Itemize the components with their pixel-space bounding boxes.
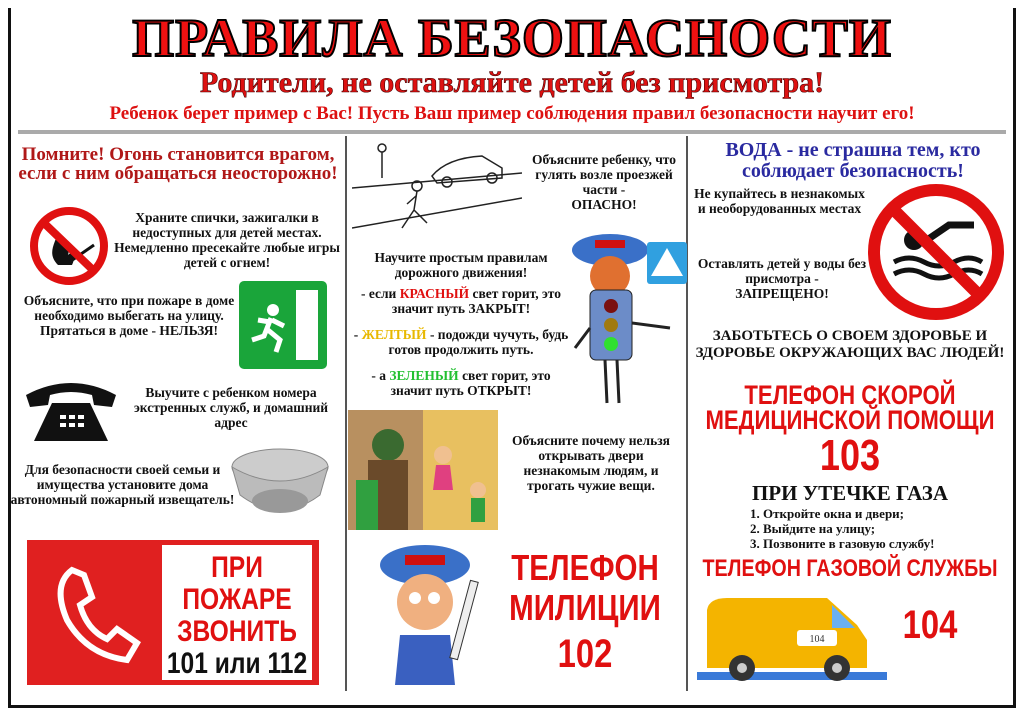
phone-text: Выучите с ребенком номера экстренных служб, и домашний адрес [133,385,329,430]
fire-heading: Помните! Огонь становится врагом, если с ним обращаться неосторожно! [18,144,338,184]
rule-red [350,286,572,316]
gas-van-illustration [697,590,887,686]
gas-step: 2. Выйдите на улицу; [750,521,876,536]
smoke-detector-icon [230,445,330,523]
gas-service-label: ТЕЛЕФОН ГАЗОВОЙ СЛУЖБЫ [702,555,998,582]
health-text: ЗАБОТЬТЕСЬ О СВОЕМ ЗДОРОВЬЕ И ЗДОРОВЬЕ ОКРУЖАЮЩИХ ВАС ЛЮДЕЙ! [695,328,1005,361]
ambulance-number: 103 [819,431,881,480]
rule-green [350,368,572,398]
matches-text: Храните спички, зажигалки в недоступных для детей местах. Немедленно пресекайте любые игры детей с огнем! [114,210,340,270]
no-swimming-icon [864,180,1008,324]
fire-call-line: ПОЖАРЕ [182,583,292,616]
telephone-icon [22,375,120,445]
strangers-text: Объясните почему нельзя открывать двери незнакомым людям, и трогать чужие вещи. [512,433,670,493]
green-word: ЗЕЛЕНЫЙ [389,368,459,383]
red-word: КРАСНЫЙ [399,286,470,301]
rule-text: свет горит, это значит путь ЗАКРЫТ! [391,286,562,316]
rule-text: свет горит, это значит путь ОТКРЫТ! [390,368,551,398]
escape-text [20,293,238,338]
street-illustration [352,138,522,238]
gas-step: 3. Позвоните в газовую службу! [750,536,935,551]
fire-call-numbers: 101 или 112 [166,647,308,680]
rule-yellow [350,327,572,357]
police-phone-label: ТЕЛЕФОН МИЛИЦИИ [509,547,661,628]
detector-text: Для безопасности своей семьи и имущества установите дома автономный пожарный извещатель! [10,462,235,507]
water-heading: ВОДА - не страшна тем, кто соблюдает безопасность! [725,139,981,182]
rule-text: - если [360,286,400,301]
traffic-light-character [565,228,690,408]
rules-intro: Научите простым правилам дорожного движения! [374,250,548,280]
yellow-word: ЖЕЛТЫЙ [361,327,427,342]
escape-text-main: Объясните, что при пожаре в доме необходимо выбегать на улицу. [23,293,235,323]
van-number: 104 [809,634,825,645]
fire-call-line: ЗВОНИТЬ [177,615,297,648]
gas-heading: ПРИ УТЕЧКЕ ГАЗА [751,481,949,505]
fire-call-line: ПРИ [211,551,263,584]
fire-call-panel [27,540,319,685]
poster-tagline: Ребенок берет пример с Вас! Пусть Ваш пример соблюдения правил безопасности научит его! [109,103,915,124]
street-text [525,152,683,212]
no-swim-text: Не купайтесь в незнакомых и необорудованных местах [694,186,865,216]
phone-handset-icon [42,555,157,670]
poster-title: ПРАВИЛА БЕЗОПАСНОСТИ [132,8,892,68]
police-boy-illustration [370,540,500,690]
rule-text: - [353,327,362,342]
police-phone-number: 102 [557,632,613,676]
leave-warning: ЗАПРЕЩЕНО! [735,286,829,301]
rule-text: - а [371,368,390,383]
street-text-main: Объясните ребенку, что гулять возле проезжей части - [531,152,677,197]
rule-text: - подожди чучуть, будь готов продолжить путь. [388,327,569,357]
leave-text [692,256,872,301]
street-warning: ОПАСНО! [571,197,637,212]
exit-sign-icon [238,280,328,370]
fire-call-text [155,552,319,680]
gas-step: 1. Откройте окна и двери; [750,506,905,521]
gas-steps [750,506,1010,551]
column-divider [345,136,347,691]
no-fire-icon [28,205,110,287]
gas-service-number: 104 [902,603,958,647]
divider [18,130,1006,134]
escape-warning: Прятаться в доме - НЕЛЬЗЯ! [39,323,219,338]
leave-text-main: Оставлять детей у воды без присмотра - [697,256,867,286]
poster-subtitle: Родители, не оставляйте детей без присмотра! [199,66,825,99]
ambulance-label: ТЕЛЕФОН СКОРОЙ МЕДИЦИНСКОЙ ПОМОЩИ [705,380,995,435]
strangers-illustration [348,410,498,530]
